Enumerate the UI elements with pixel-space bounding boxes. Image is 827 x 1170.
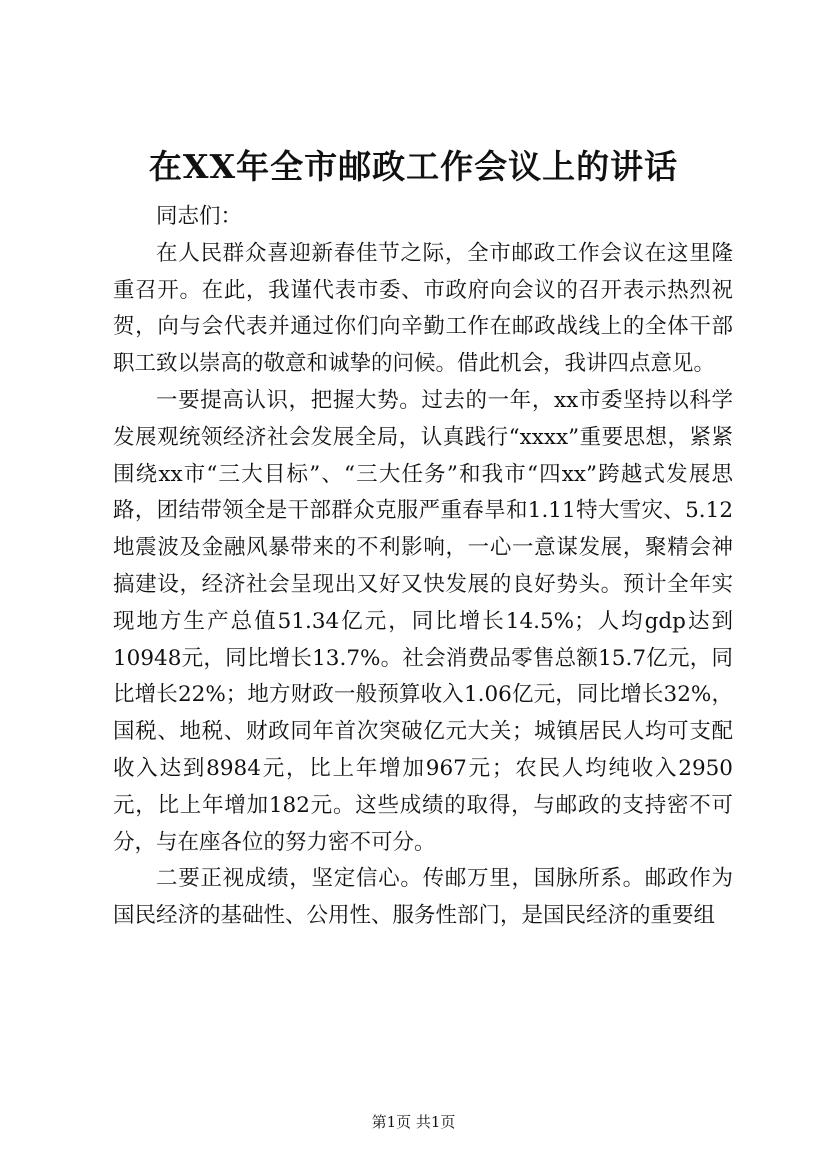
body-paragraph: 在人民群众喜迎新春佳节之际，全市邮政工作会议在这里隆重召开。在此，我谨代表市委、市政府向会议的召开表示热烈祝贺，向与会代表并通过你们向辛勤工作在邮政战线上的全体干部职工致以崇高的敬意和诚挚的问候。借此机会，我讲四点意见。 bbox=[113, 240, 733, 377]
salutation-paragraph: 同志们： bbox=[156, 204, 243, 229]
document-body bbox=[113, 199, 733, 935]
body-paragraph: 二要正视成绩，坚定信心。传邮万里，国脉所系。邮政作为国民经济的基础性、公用性、服务性部门，是国民经济的重要组 bbox=[113, 866, 733, 929]
body-paragraph: 一要提高认识，把握大势。过去的一年，xx市委坚持以科学发展观统领经济社会发展全局，认真践行“xxxx”重要思想，紧紧围绕xx市“三大目标”、“三大任务”和我市“四xx”跨越式发展思路，团结带领全是干部群众克服严重春旱和1.11特大雪灾、5.12地震波及金融风暴带来的不利影响，一心一意谋发展，聚精会神搞建设，经济社会呈现出又好又快发展的良好势头。预计全年实现地方生产总值51.34亿元，同比增长14.5%；人均gdp达到10948元，同比增长13.7%。社会消费品零售总额15.7亿元，同比增长22%；地方财政一般预算收入1.06亿元，同比增长32%，国税、地税、财政同年首次突破亿元大关；城镇居民人均可支配收入达到8984元，比上年增加967元；农民人均纯收入2950元，比上年增加182元。这些成绩的取得，与邮政的支持密不可分，与在座各位的努力密不可分。 bbox=[113, 387, 733, 855]
page-number-footer: 第1页 共1页 bbox=[371, 1113, 456, 1131]
document-title: 在XX年全市邮政工作会议上的讲话 bbox=[148, 147, 679, 186]
